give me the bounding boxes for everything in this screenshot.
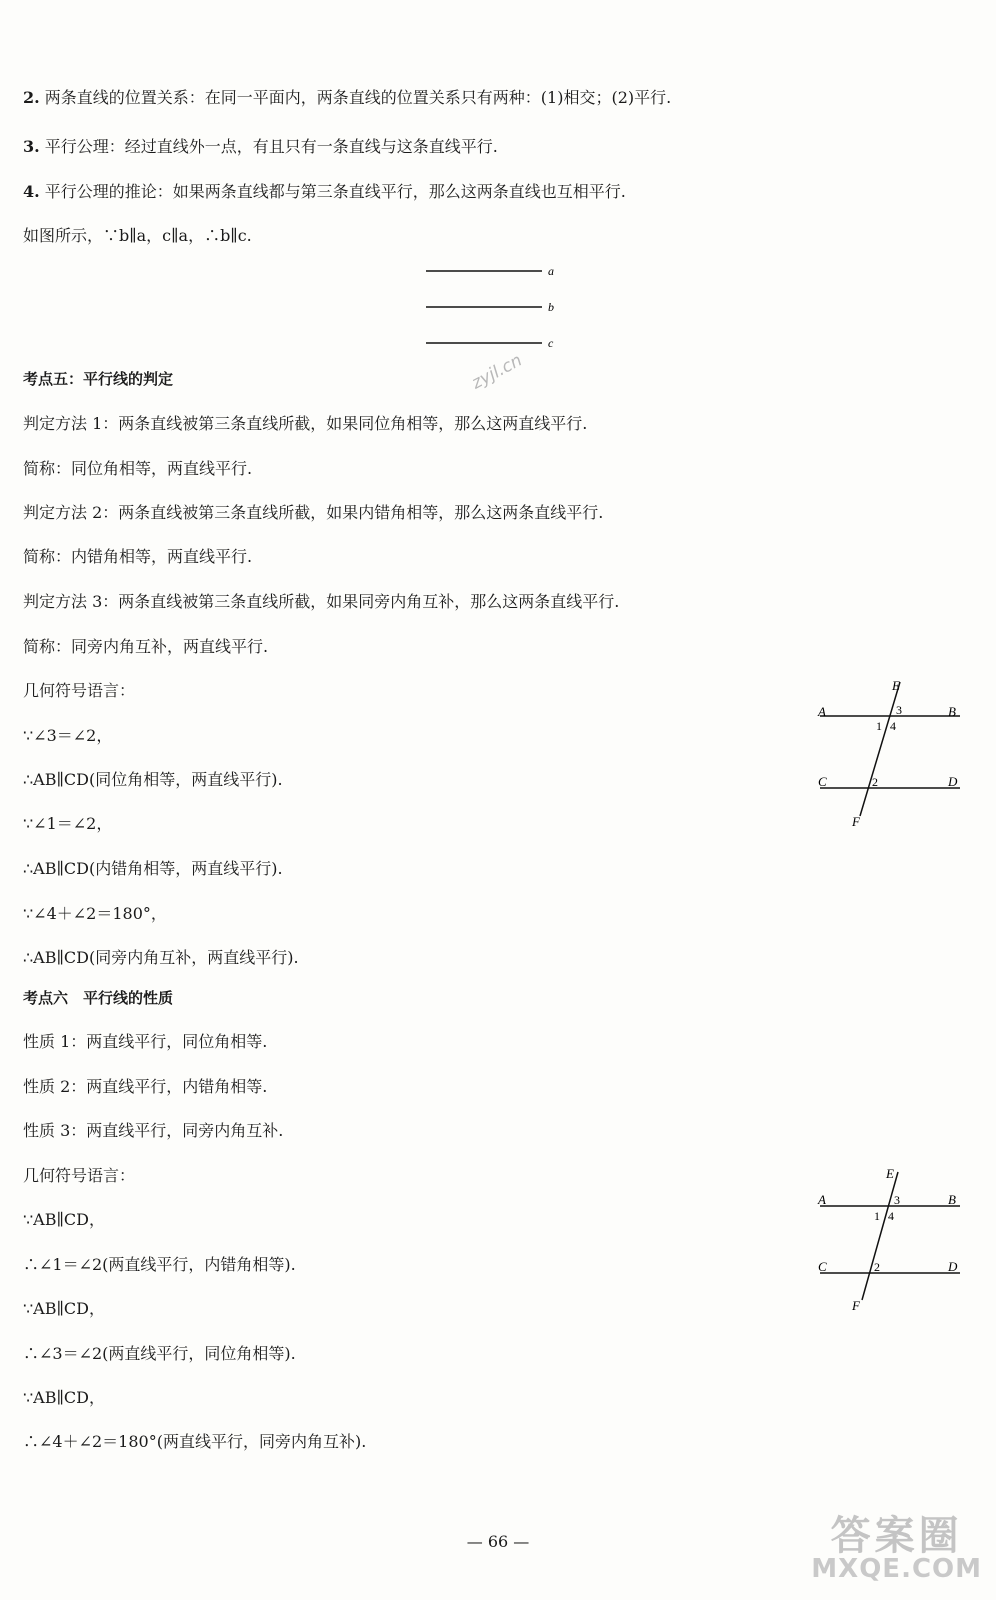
angle-2: 2 (872, 775, 878, 789)
item-text: 平行公理的推论：如果两条直线都与第三条直线平行，那么这两条直线也互相平行. (44, 182, 626, 201)
label-F: F (852, 1298, 860, 1313)
section-5-line: ∵∠1＝∠2， (23, 814, 113, 833)
section-5-line: ∴AB∥CD(内错角相等，两直线平行). (23, 859, 283, 878)
section-5-line: 简称：同旁内角互补，两直线平行. (23, 637, 269, 656)
section-6-line: ∴∠1＝∠2(两直线平行，内错角相等). (23, 1255, 296, 1274)
section-5-title: 考点五：平行线的判定 (23, 370, 174, 388)
example-text: 如图所示，∵b∥a，c∥a，∴b∥c. (23, 226, 252, 245)
section-6-line: 性质 1：两直线平行，同位角相等. (23, 1032, 268, 1051)
section-5-line: 判定方法 3：两条直线被第三条直线所截，如果同旁内角互补，那么这两条直线平行. (23, 592, 620, 611)
watermark-url: MXQE.COM (811, 1554, 982, 1584)
line-label-a: a (548, 264, 554, 278)
angle-1: 1 (876, 719, 882, 733)
label-D: D (948, 774, 958, 789)
section-6-line: 几何符号语言： (23, 1166, 136, 1185)
section-6-line: ∵AB∥CD， (23, 1210, 105, 1229)
page-number: — 66 — (466, 1532, 530, 1551)
label-D: D (948, 1259, 958, 1274)
parallel-lines-figure (420, 258, 570, 354)
angle-4: 4 (888, 1209, 894, 1223)
section-5-line: 判定方法 2：两条直线被第三条直线所截，如果内错角相等，那么这两条直线平行. (23, 503, 604, 522)
label-C: C (818, 774, 827, 789)
watermark-logo (811, 1513, 982, 1584)
item-text: 两条直线的位置关系：在同一平面内，两条直线的位置关系只有两种：(1)相交；(2)平行. (44, 88, 672, 107)
item-text: 平行公理：经过直线外一点，有且只有一条直线与这条直线平行. (44, 137, 498, 156)
label-B: B (948, 704, 956, 719)
section-5-line: ∴AB∥CD(同位角相等，两直线平行). (23, 770, 283, 789)
line-label-b: b (548, 300, 554, 314)
item-3 (23, 136, 498, 158)
item-2 (23, 87, 671, 109)
label-F: F (852, 814, 860, 829)
section-6-line: ∴∠4＋∠2＝180°(两直线平行，同旁内角互补). (23, 1432, 367, 1451)
item-number: 2. (23, 88, 40, 107)
section-5-line: ∴AB∥CD(同旁内角互补，两直线平行). (23, 948, 299, 967)
section-6-title: 考点六 平行线的性质 (23, 989, 174, 1007)
transversal-figure-1 (812, 674, 972, 834)
section-5-line: 判定方法 1：两条直线被第三条直线所截，如果同位角相等，那么这两直线平行. (23, 414, 588, 433)
transversal-figure-2 (812, 1160, 972, 1320)
section-5-line: ∵∠3＝∠2， (23, 726, 113, 745)
item-number: 3. (23, 137, 40, 156)
label-A: A (818, 704, 826, 719)
angle-1: 1 (874, 1209, 880, 1223)
section-6-line: 性质 3：两直线平行，同旁内角互补. (23, 1121, 284, 1140)
angle-3: 3 (896, 703, 902, 717)
item-4 (23, 181, 626, 203)
watermark-mid: zyjl.cn (468, 350, 526, 394)
line-label-c: c (548, 336, 554, 350)
angle-3: 3 (894, 1193, 900, 1207)
section-5-line: 几何符号语言： (23, 681, 136, 700)
section-6-line: 性质 2：两直线平行，内错角相等. (23, 1077, 268, 1096)
label-C: C (818, 1259, 827, 1274)
section-6-line: ∵AB∥CD， (23, 1388, 105, 1407)
section-5-line: ∵∠4＋∠2＝180°， (23, 904, 167, 923)
section-5-line: 简称：内错角相等，两直线平行. (23, 547, 253, 566)
section-5-line: 简称：同位角相等，两直线平行. (23, 459, 253, 478)
watermark-cn: 答案圈 (830, 1513, 963, 1559)
section-6-line: ∴∠3＝∠2(两直线平行，同位角相等). (23, 1344, 296, 1363)
section-6-line: ∵AB∥CD， (23, 1299, 105, 1318)
angle-2: 2 (874, 1260, 880, 1274)
label-A: A (818, 1192, 826, 1207)
item-number: 4. (23, 182, 40, 201)
label-B: B (948, 1192, 956, 1207)
label-E: E (886, 1166, 894, 1181)
angle-4: 4 (890, 719, 896, 733)
label-E: E (892, 678, 900, 693)
